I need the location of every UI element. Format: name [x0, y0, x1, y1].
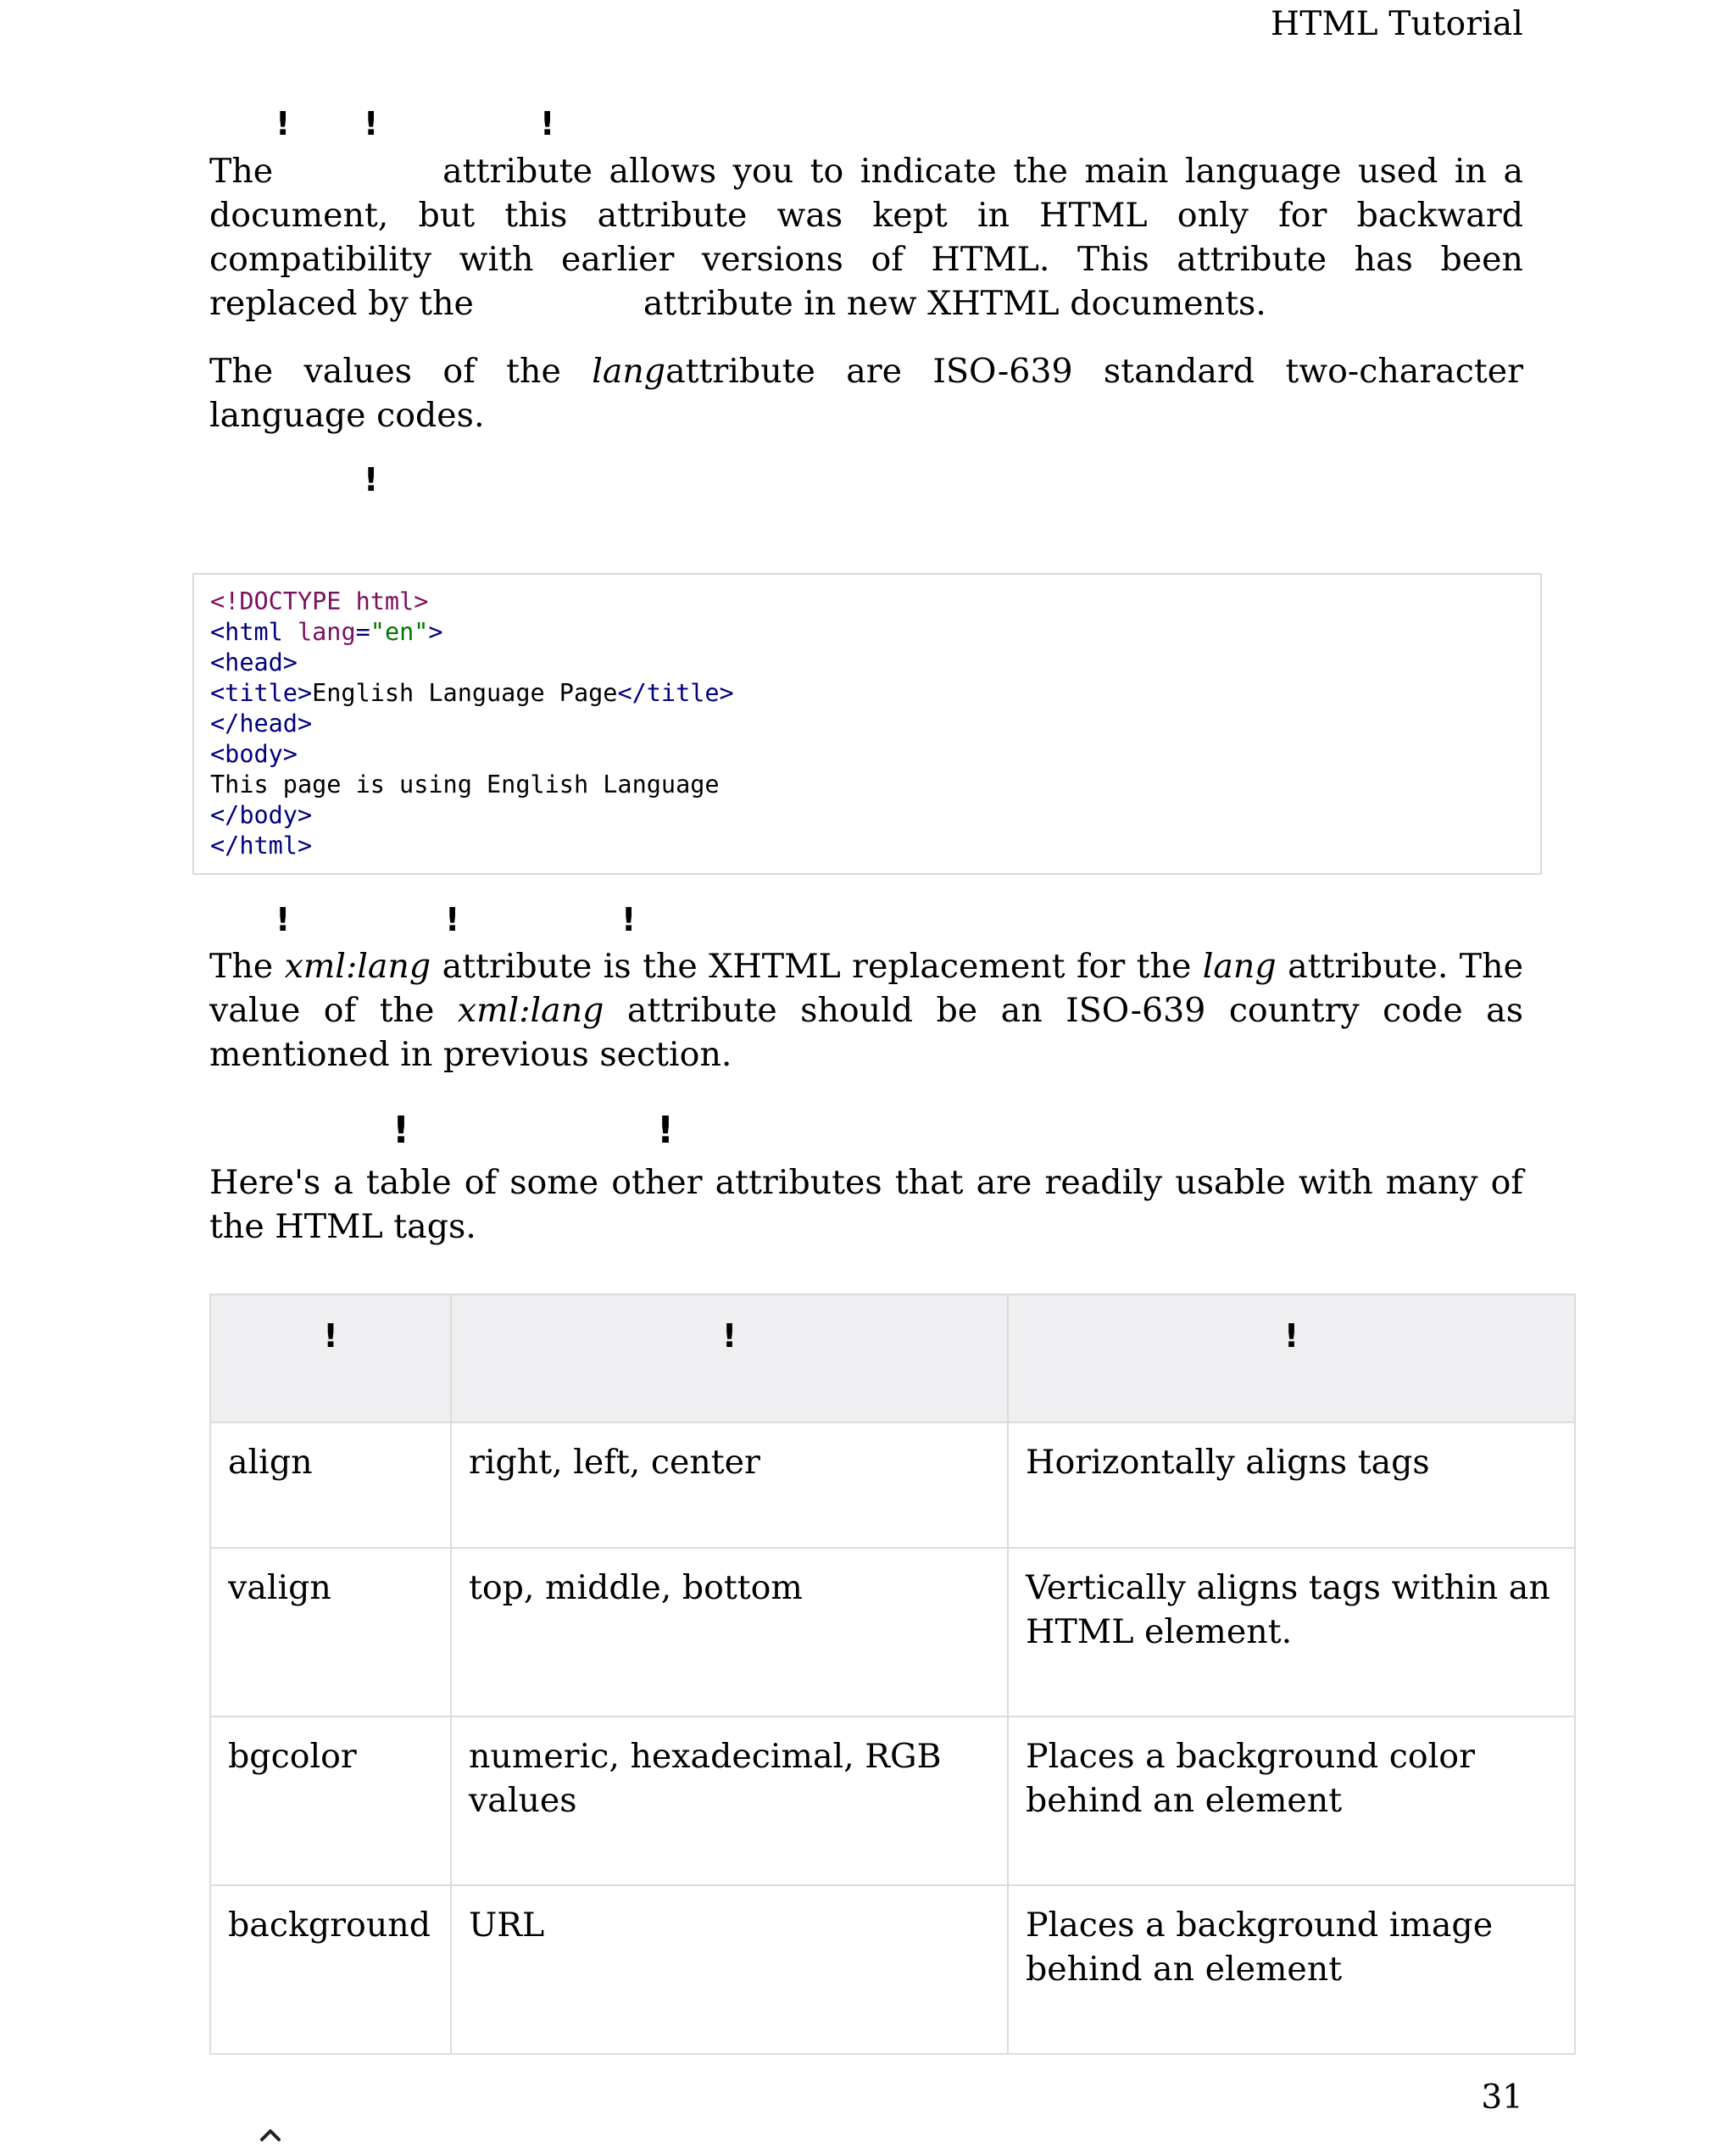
table-cell-attribute: valign	[210, 1548, 451, 1717]
table-header-cell: !	[451, 1294, 1008, 1422]
section-heading-generic-attributes: ! !	[392, 1109, 675, 1152]
table-cell-attribute: background	[210, 1885, 451, 2054]
table-cell-function: Places a background image behind an element	[1008, 1885, 1575, 2054]
table-cell-attribute: align	[210, 1422, 451, 1548]
table-cell-options: numeric, hexadecimal, RGB values	[451, 1717, 1008, 1885]
table-cell-function: Places a background color behind an element	[1008, 1717, 1575, 1885]
table-cell-options: URL	[451, 1885, 1008, 2054]
section-heading-xml-lang: ! ! !	[275, 901, 637, 938]
attributes-table	[209, 1294, 1576, 2055]
lang-description-paragraph: The attribute allows you to indicate the main language used in a document, but this attribute was kept in HTML only for backward compatibility with earlier versions of HTML. This attribute has been replaced by the attribute in new XHTML documents.	[209, 152, 1523, 323]
chevron-up-icon[interactable]	[259, 2126, 281, 2148]
code-listing: <!DOCTYPE html> <html lang="en"> <head> <title>English Language Page</title> </head> <body> This page is using English Language </body> </html>	[210, 587, 734, 860]
page-number: 31	[1481, 2078, 1523, 2117]
generic-attributes-paragraph: Here's a table of some other attributes that are readily usable with many of the HTML tags.	[209, 1163, 1523, 1246]
xml-lang-paragraph: The xml:lang attribute is the XHTML replacement for the lang attribute. The value of the xml:lang attribute should be an ISO-639 country code as mentioned in previous section.	[209, 947, 1524, 1074]
code-doctype: <!DOCTYPE html>	[210, 587, 429, 615]
table-header-cell: !	[210, 1294, 451, 1422]
section-heading-lang: ! ! !	[275, 105, 555, 142]
table-cell-options: top, middle, bottom	[451, 1548, 1008, 1717]
table-cell-function: Vertically aligns tags within an HTML element.	[1008, 1548, 1575, 1717]
lang-values-paragraph: The values of the langattribute are ISO-639 standard two-character language codes.	[209, 352, 1524, 435]
table-header-row	[210, 1294, 1575, 1422]
table-row	[210, 1422, 1575, 1548]
table-header-cell: !	[1008, 1294, 1575, 1422]
code-example-box	[192, 573, 1542, 875]
table-row	[210, 1548, 1575, 1717]
example-heading: !	[364, 461, 379, 498]
table-row	[210, 1885, 1575, 2054]
table-cell-attribute: bgcolor	[210, 1717, 451, 1885]
running-header: HTML Tutorial	[1271, 5, 1523, 43]
table-row	[210, 1717, 1575, 1885]
table-cell-function: Horizontally aligns tags	[1008, 1422, 1575, 1548]
table-cell-options: right, left, center	[451, 1422, 1008, 1548]
